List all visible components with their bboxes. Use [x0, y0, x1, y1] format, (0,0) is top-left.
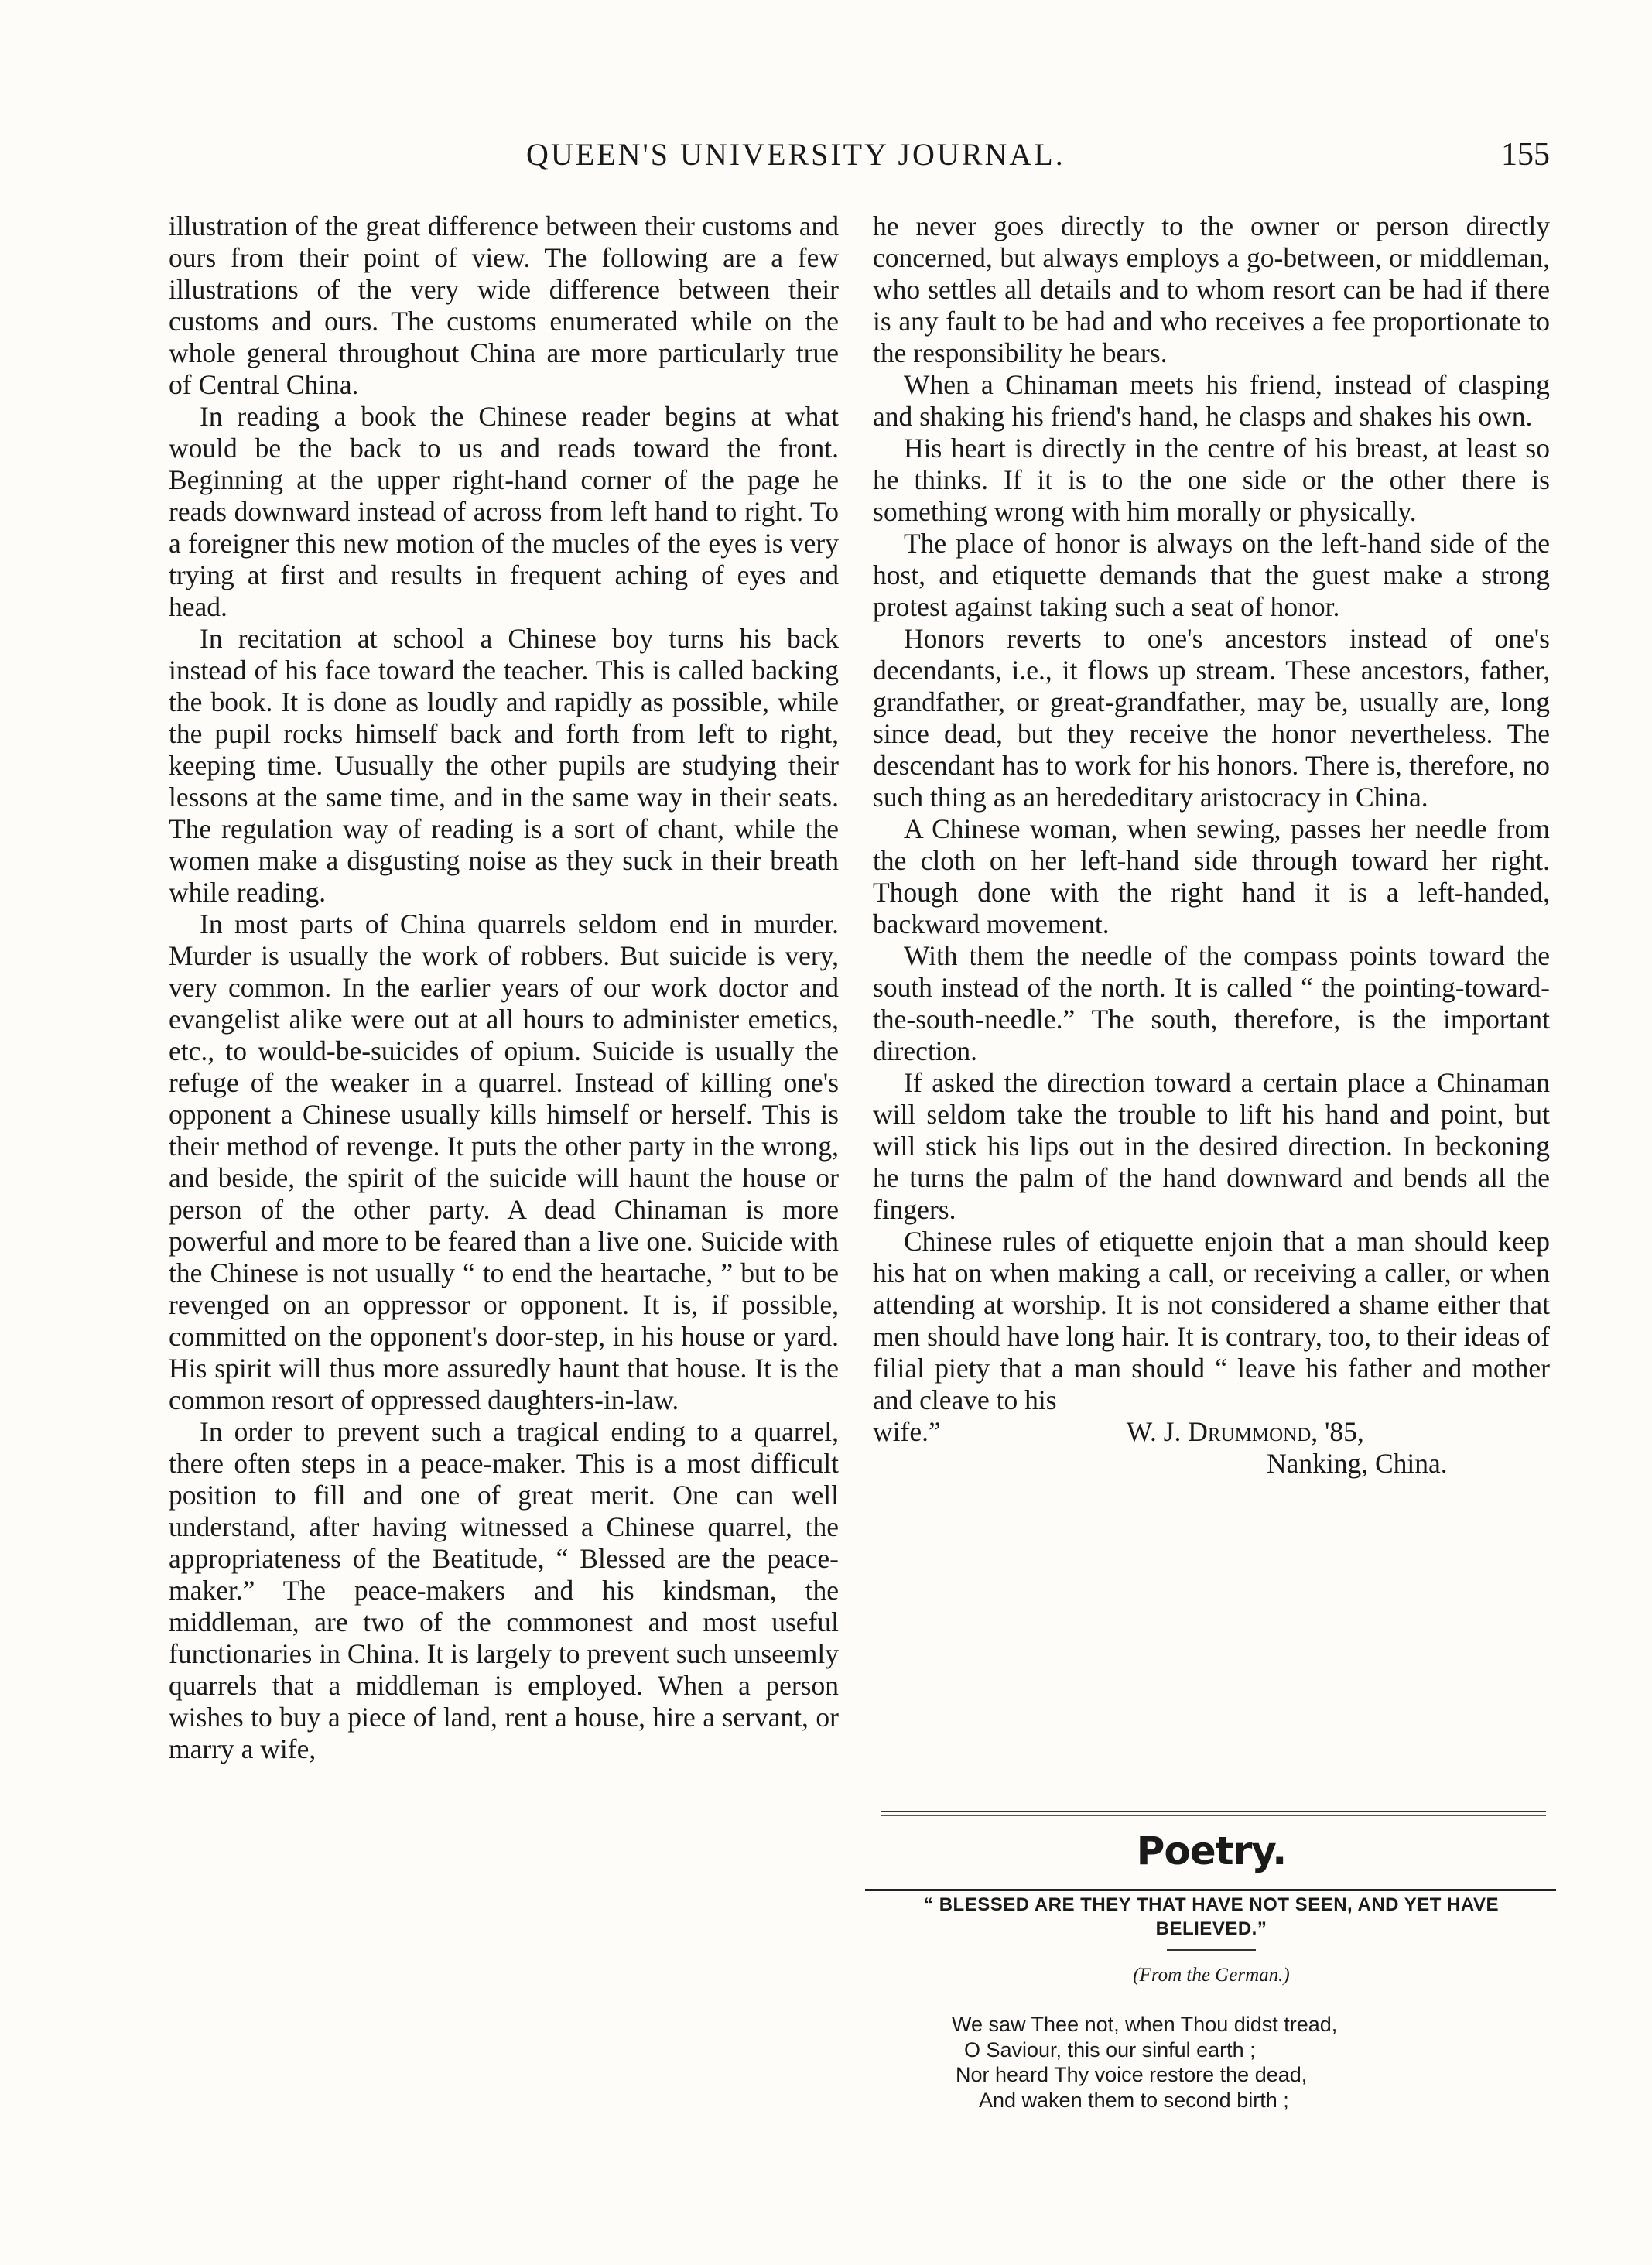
paragraph: In order to prevent such a tragical ending to a quarrel, there often steps in a peace-maker. This is a most difficult position to fill and one of great merit. One can well understand, after having witnessed a Chinese quarrel, the appropriateness of the Beatitude, “ Blessed are the peace-maker.” The peace-makers and his kindsman, the middleman, are two of the commonest and most useful functionaries in China. It is largely to prevent such unseemly quarrels that a middleman is employed. When a person wishes to buy a piece of land, rent a house, hire a servant, or marry a wife, [169, 1416, 839, 1764]
poem-line: Nor heard Thy voice restore the dead, [956, 2063, 1308, 2086]
poem-title: “ BLESSED ARE THEY THAT HAVE NOT SEEN, AND YET HAVE BELIEVED.” [924, 1894, 1499, 1939]
paragraph: The place of honor is always on the left-hand side of the host, and etiquette demands that the guest make a strong protest against taking such a seat of honor. [873, 528, 1550, 622]
paragraph: When a Chinaman meets his friend, instead of clasping and shaking his friend's hand, he clasps and shakes his own. [873, 369, 1550, 432]
signature-line [873, 1416, 1550, 1448]
left-column [169, 210, 839, 1765]
right-column [873, 210, 1550, 1480]
paragraph: illustration of the great difference between their customs and ours from their point of view. The following are a few illustrations of the very wide difference between their customs and ours. The customs enumerated while on the whole general throughout China are more particularly true of Central China. [169, 210, 839, 400]
paragraph: he never goes directly to the owner or person directly concerned, but always employs a go-between, or middleman, who settles all details and to whom resort can be had if there is any fault to be had and who receives a fee proportionate to the responsibility he bears. [873, 210, 1550, 368]
poem-line: O Saviour, this our sinful earth ; [964, 2037, 1256, 2061]
poem-line: And waken them to second birth ; [979, 2088, 1289, 2112]
paragraph: In most parts of China quarrels seldom end in murder. Murder is usually the work of robbers. But suicide is very, very common. In the earlier years of our work doctor and evangelist alike were out at all hours to administer emetics, etc., to would-be-suicides of opium. Suicide is usually the refuge of the weaker in a quarrel. Instead of killing one's opponent a Chinese usually kills himself or herself. This is their method of revenge. It puts the other party in the wrong, and beside, the spirit of the suicide will haunt the house or person of the other party. A dead Chinaman is more powerful and more to be feared than a live one. Suicide with the Chinese is not usually “ to end the heartache, ” but to be revenged on an oppressor or opponent. It is, if possible, committed on the opponent's door-step, in his house or yard. His spirit will thus more assuredly haunt that house. It is the common resort of oppressed daughters-in-law. [169, 908, 839, 1415]
running-title: QUEEN'S UNIVERSITY JOURNAL. [526, 137, 1065, 172]
closing-word: wife.” [873, 1416, 941, 1447]
paragraph: Chinese rules of etiquette enjoin that a man should keep his hat on when making a call, or receiving a caller, or when attending at worship. It is not considered a shame either that men should have long hair. It is contrary, too, to their ideas of filial piety that a man should “ leave his father and mother and cleave to his [873, 1226, 1550, 1415]
paragraph: If asked the direction toward a certain place a Chinaman will seldom take the trouble to lift his hand and point, but will stick his lips out in the desired direction. In beckoning he turns the palm of the hand downward and bends all the fingers. [873, 1067, 1550, 1225]
author-location: Nanking, China. [1267, 1448, 1448, 1479]
section-heading: Poetry. [1136, 1829, 1287, 1873]
paragraph: A Chinese woman, when sewing, passes her needle from the cloth on her left-hand side through toward her right. Though done with the right hand it is a left-handed, backward movement. [873, 813, 1550, 939]
title-rule [1167, 1949, 1256, 1951]
section-divider [881, 1811, 1546, 1816]
paragraph: In recitation at school a Chinese boy turns his back instead of his face toward the teacher. This is called backing the book. It is done as loudly and rapidly as possible, while the pupil rocks himself back and forth from left to right, keeping time. Uusually the other pupils are studying their lessons at the same time, and in the same way in their seats. The regulation way of reading is a sort of chant, while the women make a disgusting noise as they suck in their breath while reading. [169, 623, 839, 908]
heading-rule [865, 1889, 1556, 1891]
running-head [0, 132, 1652, 178]
paragraph: In reading a book the Chinese reader begins at what would be the back to us and reads toward the front. Beginning at the upper right-hand corner of the page he reads downward instead of across from left hand to right. To a foreigner this new motion of the mucles of the eyes is very trying at first and results in frequent aching of eyes and head. [169, 401, 839, 622]
paragraph: With them the needle of the compass points toward the south instead of the north. It is called “ the pointing-toward-the-south-needle.” The south, therefore, is the important direction. [873, 940, 1550, 1066]
author-name: W. J. Drummond, '85, [1126, 1416, 1364, 1447]
poem-source: (From the German.) [1133, 1965, 1290, 1986]
page-number: 155 [1501, 137, 1550, 173]
signature-block [873, 1416, 1550, 1480]
paragraph: Honors reverts to one's ancestors instead of one's decendants, i.e., it flows up stream. These ancestors, father, grandfather, or great-grandfather, may be, usually are, long since dead, but they receive the honor nevertheless. The descendant has to work for his honors. There is, therefore, no such thing as an herededitary aristocracy in China. [873, 623, 1550, 813]
poem-body [873, 2012, 1550, 2113]
poem-line: We saw Thee not, when Thou didst tread, [952, 2013, 1338, 2036]
paragraph: His heart is directly in the centre of his breast, at least so he thinks. If it is to the one side or the other there is something wrong with him morally or physically. [873, 433, 1550, 527]
